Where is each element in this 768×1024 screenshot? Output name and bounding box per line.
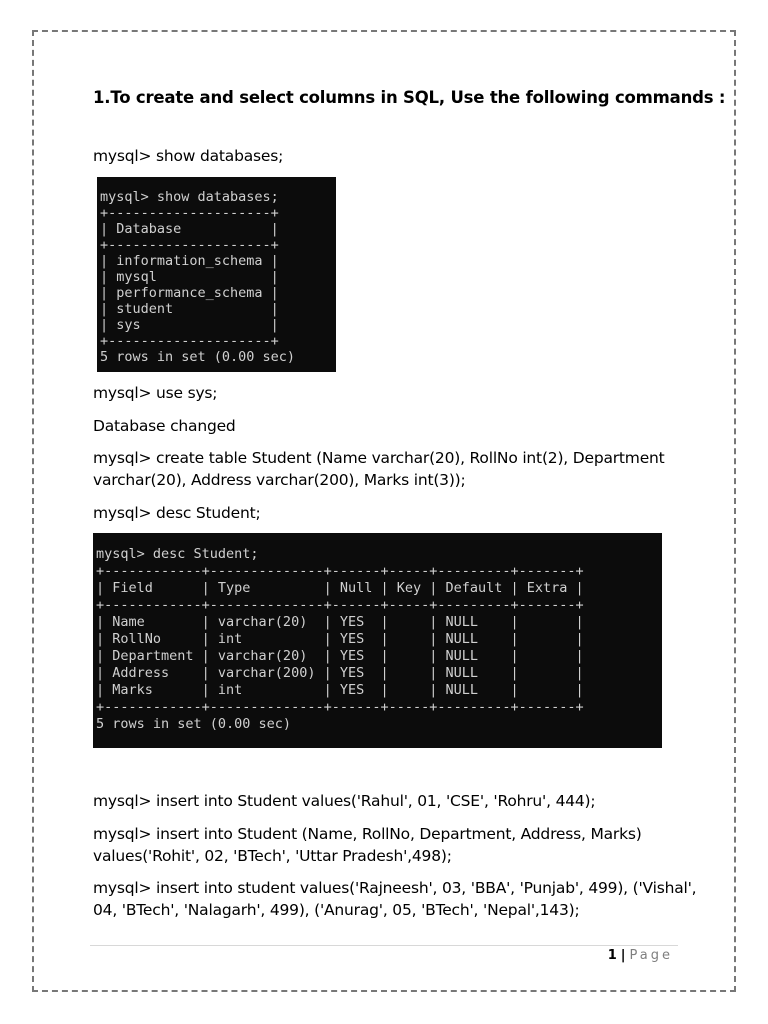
page-number: 1	[607, 948, 617, 963]
cmd-use-sys: mysql> use sys;	[93, 384, 218, 402]
cmd-desc-student: mysql> desc Student;	[93, 504, 261, 522]
cmd-insert-3-line1: mysql> insert into student values('Rajneesh', 03, 'BBA', 'Punjab', 499), ('Vishal',	[93, 879, 697, 897]
page-label: Page	[629, 948, 673, 963]
section-heading: 1.To create and select columns in SQL, Use the following commands :	[93, 88, 726, 107]
cmd-insert-3-line2: 04, 'BTech', 'Nalagarh', 499), ('Anurag', 05, 'BTech', 'Nepal',143);	[93, 901, 580, 919]
cmd-show-databases: mysql> show databases;	[93, 147, 284, 165]
console-desc-student	[93, 533, 662, 748]
footer-separator: |	[620, 948, 626, 963]
console-show-databases	[97, 177, 336, 372]
database-changed-text: Database changed	[93, 417, 236, 435]
cmd-create-table-line2: varchar(20), Address varchar(200), Marks int(3));	[93, 471, 466, 489]
cmd-insert-2-line1: mysql> insert into Student (Name, RollNo, Department, Address, Marks)	[93, 825, 642, 843]
footer-divider	[90, 945, 678, 946]
page-footer	[608, 948, 673, 963]
cmd-insert-2-line2: values('Rohit', 02, 'BTech', 'Uttar Pradesh',498);	[93, 847, 452, 865]
console-desc-student-output: mysql> desc Student; +------------+--------------+------+-----+---------+-------+ | Field | Type | Null | Key | Default | Extra | +------------+--------------+------+-----+---------+-------+ | Name | varchar(20) | YES | | NULL | | | RollNo | int | YES | | NULL | | | Department | varchar(20) | YES | | NULL | | | Address | varchar(200) | YES | | NULL | | | Marks | int | YES | | NULL | | +------------+--------------+------+-----+---------+-------+ 5 rows in set (0.00 sec)	[96, 546, 584, 732]
cmd-insert-1: mysql> insert into Student values('Rahul', 01, 'CSE', 'Rohru', 444);	[93, 792, 596, 810]
console-show-databases-output: mysql> show databases; +--------------------+ | Database | +--------------------+ | information_schema | | mysql | | performance_schema | | student | | sys | +--------------------+ 5 rows in set (0.00 sec)	[100, 189, 296, 365]
cmd-create-table-line1: mysql> create table Student (Name varchar(20), RollNo int(2), Department	[93, 449, 665, 467]
